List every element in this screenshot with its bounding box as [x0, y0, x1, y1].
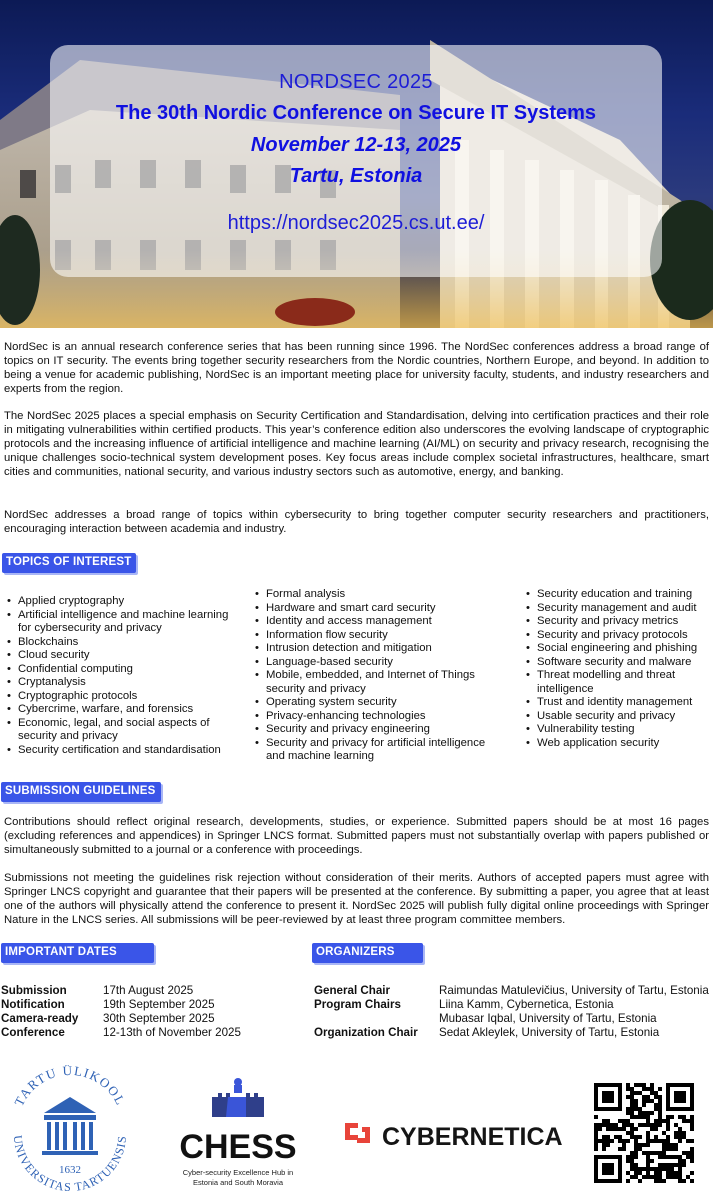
conference-url-link[interactable]: https://nordsec2025.cs.ut.ee/ [227, 212, 485, 234]
chess-name: CHESS [179, 1128, 297, 1166]
date-row [1, 1026, 241, 1040]
organizer-label: General Chair [314, 984, 391, 997]
topic-item: • Software security and malware [524, 656, 709, 670]
organizers-table [314, 984, 709, 1040]
topic-item: • Vulnerability testing [524, 723, 709, 737]
date-row [1, 1012, 241, 1026]
svg-text:Cyber-security Excellence Hub: Cyber-security Excellence Hub in [182, 1168, 294, 1177]
topic-item: • Cybercrime, warfare, and forensics [5, 703, 240, 717]
tartu-seal-bottom-text: UNIVERSITAS TARTUENSIS [10, 1134, 130, 1195]
organizer-row [314, 1026, 709, 1040]
organizer-label: Organization Chair [314, 1026, 418, 1039]
topic-item: • Security and privacy for artificial intelligence and machine learning [253, 737, 498, 764]
topic-item: • Usable security and privacy [524, 710, 709, 724]
topic-item: • Identity and access management [253, 615, 498, 629]
title-panel [50, 45, 662, 277]
svg-text:Estonia and South Moravia: Estonia and South Moravia [192, 1178, 284, 1187]
topic-item: • Security and privacy metrics [524, 615, 709, 629]
organizer-value: Liina Kamm, Cybernetica, Estonia [439, 998, 614, 1011]
topic-item: • Trust and identity management [524, 696, 709, 710]
chess-logo [179, 1078, 296, 1187]
dates-table [1, 984, 241, 1040]
submission-heading: SUBMISSION GUIDELINES [1, 782, 161, 802]
organizer-value: Mubasar Iqbal, University of Tartu, Estonia [439, 1012, 657, 1025]
conference-dates: November 12-13, 2025 [250, 134, 462, 156]
topic-item: • Artificial intelligence and machine learning for cybersecurity and privacy [5, 609, 240, 636]
topic-item: • Security and privacy engineering [253, 723, 498, 737]
topic-item: • Intrusion detection and mitigation [253, 642, 498, 656]
svg-text:CYBERNETICA: CYBERNETICA [382, 1123, 563, 1151]
dates-heading: IMPORTANT DATES [1, 943, 154, 963]
topic-item: • Information flow security [253, 629, 498, 643]
topic-item: • Social engineering and phishing [524, 642, 709, 656]
topic-item: • Language-based security [253, 656, 498, 670]
organizer-row [314, 1012, 709, 1026]
topics-column-2 [253, 588, 498, 764]
date-row [1, 998, 241, 1012]
organizer-row [314, 984, 709, 998]
topic-item: • Web application security [524, 737, 709, 751]
scope-paragraph: NordSec addresses a broad range of topics within cybersecurity to bring together computer security researchers and practitioners, encouraging interaction between academia and industry. [4, 509, 709, 535]
topic-item: • Cryptographic protocols [5, 690, 240, 704]
sponsor-logos [0, 1065, 713, 1200]
topic-item: • Economic, legal, and social aspects of security and privacy [5, 717, 240, 744]
topic-item: • Operating system security [253, 696, 498, 710]
topic-item: • Security and privacy protocols [524, 629, 709, 643]
topics-column-1 [5, 595, 240, 757]
topic-item: • Cryptanalysis [5, 676, 240, 690]
submission-paragraph-2: Submissions not meeting the guidelines risk rejection without consideration of their merits. Authors of accepted papers must agree with Springer LNCS copyright and guarantee that their papers will be presented at the conference. By submitting a paper, you agree that at least one of the authors will physically attend the conference to present it. NordSec 2025 will publish fully digital online proceedings with Springer Nature in the LNCS series. All submissions will be peer-reviewed by at least three program committee members. [4, 872, 709, 926]
topic-item: • Threat modelling and threat intelligence [524, 669, 709, 696]
topic-item: • Privacy-enhancing technologies [253, 710, 498, 724]
emphasis-paragraph: The NordSec 2025 places a special emphasis on Security Certification and Standardisation, delving into certification practices and their role in mitigating vulnerabilities within certified products. This year’s conference edition also underscores the evolving landscape of cryptographic protocols and the increasing influence of artificial intelligence and machine learning (AI/ML) on security and privacy research, recognising the unique challenges socio-technical system development poses. Key focus areas include complex societal infrastructures, healthcare, smart cities and communities, national security, and various industry sectors such as automotive, energy, and banking. [4, 410, 709, 478]
qr-code[interactable] [592, 1081, 696, 1185]
organizer-value: Raimundas Matulevičius, University of Tartu, Estonia [439, 984, 709, 997]
topic-item: • Confidential computing [5, 663, 240, 677]
topic-item: • Blockchains [5, 636, 240, 650]
date-label: Conference [1, 1026, 65, 1039]
organizer-value: Sedat Akleylek, University of Tartu, Estonia [439, 1026, 660, 1039]
tartu-university-logo [11, 1065, 129, 1194]
tartu-seal-top-text: TARTU ÜLIKOOL [11, 1065, 129, 1109]
date-label: Notification [1, 998, 65, 1011]
topic-item: • Hardware and smart card security [253, 602, 498, 616]
date-value: 12-13th of November 2025 [103, 1026, 241, 1039]
date-value: 30th September 2025 [103, 1012, 215, 1025]
conference-acronym: NORDSEC 2025 [279, 71, 433, 93]
date-label: Camera-ready [1, 1012, 79, 1025]
organizer-row [314, 998, 709, 1012]
intro-paragraph: NordSec is an annual research conference series that has been running since 1996. The NordSec conferences address a broad range of topics on IT security. The events bring together security researchers from the Nordic countries, Northern Europe, and beyond. In addition to being a venue for academic publishing, NordSec is an important meeting place for university faculty, students, and industry researchers and experts from the region. [4, 341, 709, 395]
organizer-label [314, 1012, 439, 1026]
topics-column-3 [524, 588, 709, 750]
date-label: Submission [1, 984, 67, 997]
date-value: 19th September 2025 [103, 998, 215, 1011]
submission-paragraph-1: Contributions should reflect original research, developments, studies, or experience. Submitted papers should be at most 16 pages (excluding references and appendices) in Springer LNCS format. Submitted papers must not substantially overlap with papers published or simultaneously submitted to a journal or a conference with proceedings. [4, 816, 709, 856]
organizers-heading: ORGANIZERS [312, 943, 423, 963]
topic-item: • Cloud security [5, 649, 240, 663]
conference-location: Tartu, Estonia [289, 165, 423, 187]
topic-item: • Applied cryptography [5, 595, 240, 609]
topic-item: • Mobile, embedded, and Internet of Things security and privacy [253, 669, 498, 696]
organizer-label: Program Chairs [314, 998, 401, 1011]
tartu-seal-year: 1632 [59, 1164, 81, 1176]
date-row [1, 984, 241, 998]
cybernetica-logo [345, 1123, 563, 1151]
topic-item: • Security education and training [524, 588, 709, 602]
date-value: 17th August 2025 [103, 984, 194, 997]
topic-item: • Security certification and standardisation [5, 744, 240, 758]
topic-item: • Formal analysis [253, 588, 498, 602]
hero-banner [0, 0, 713, 328]
topic-item: • Security management and audit [524, 602, 709, 616]
conference-title: The 30th Nordic Conference on Secure IT Systems [115, 102, 597, 124]
topics-heading: TOPICS OF INTEREST [2, 553, 136, 573]
